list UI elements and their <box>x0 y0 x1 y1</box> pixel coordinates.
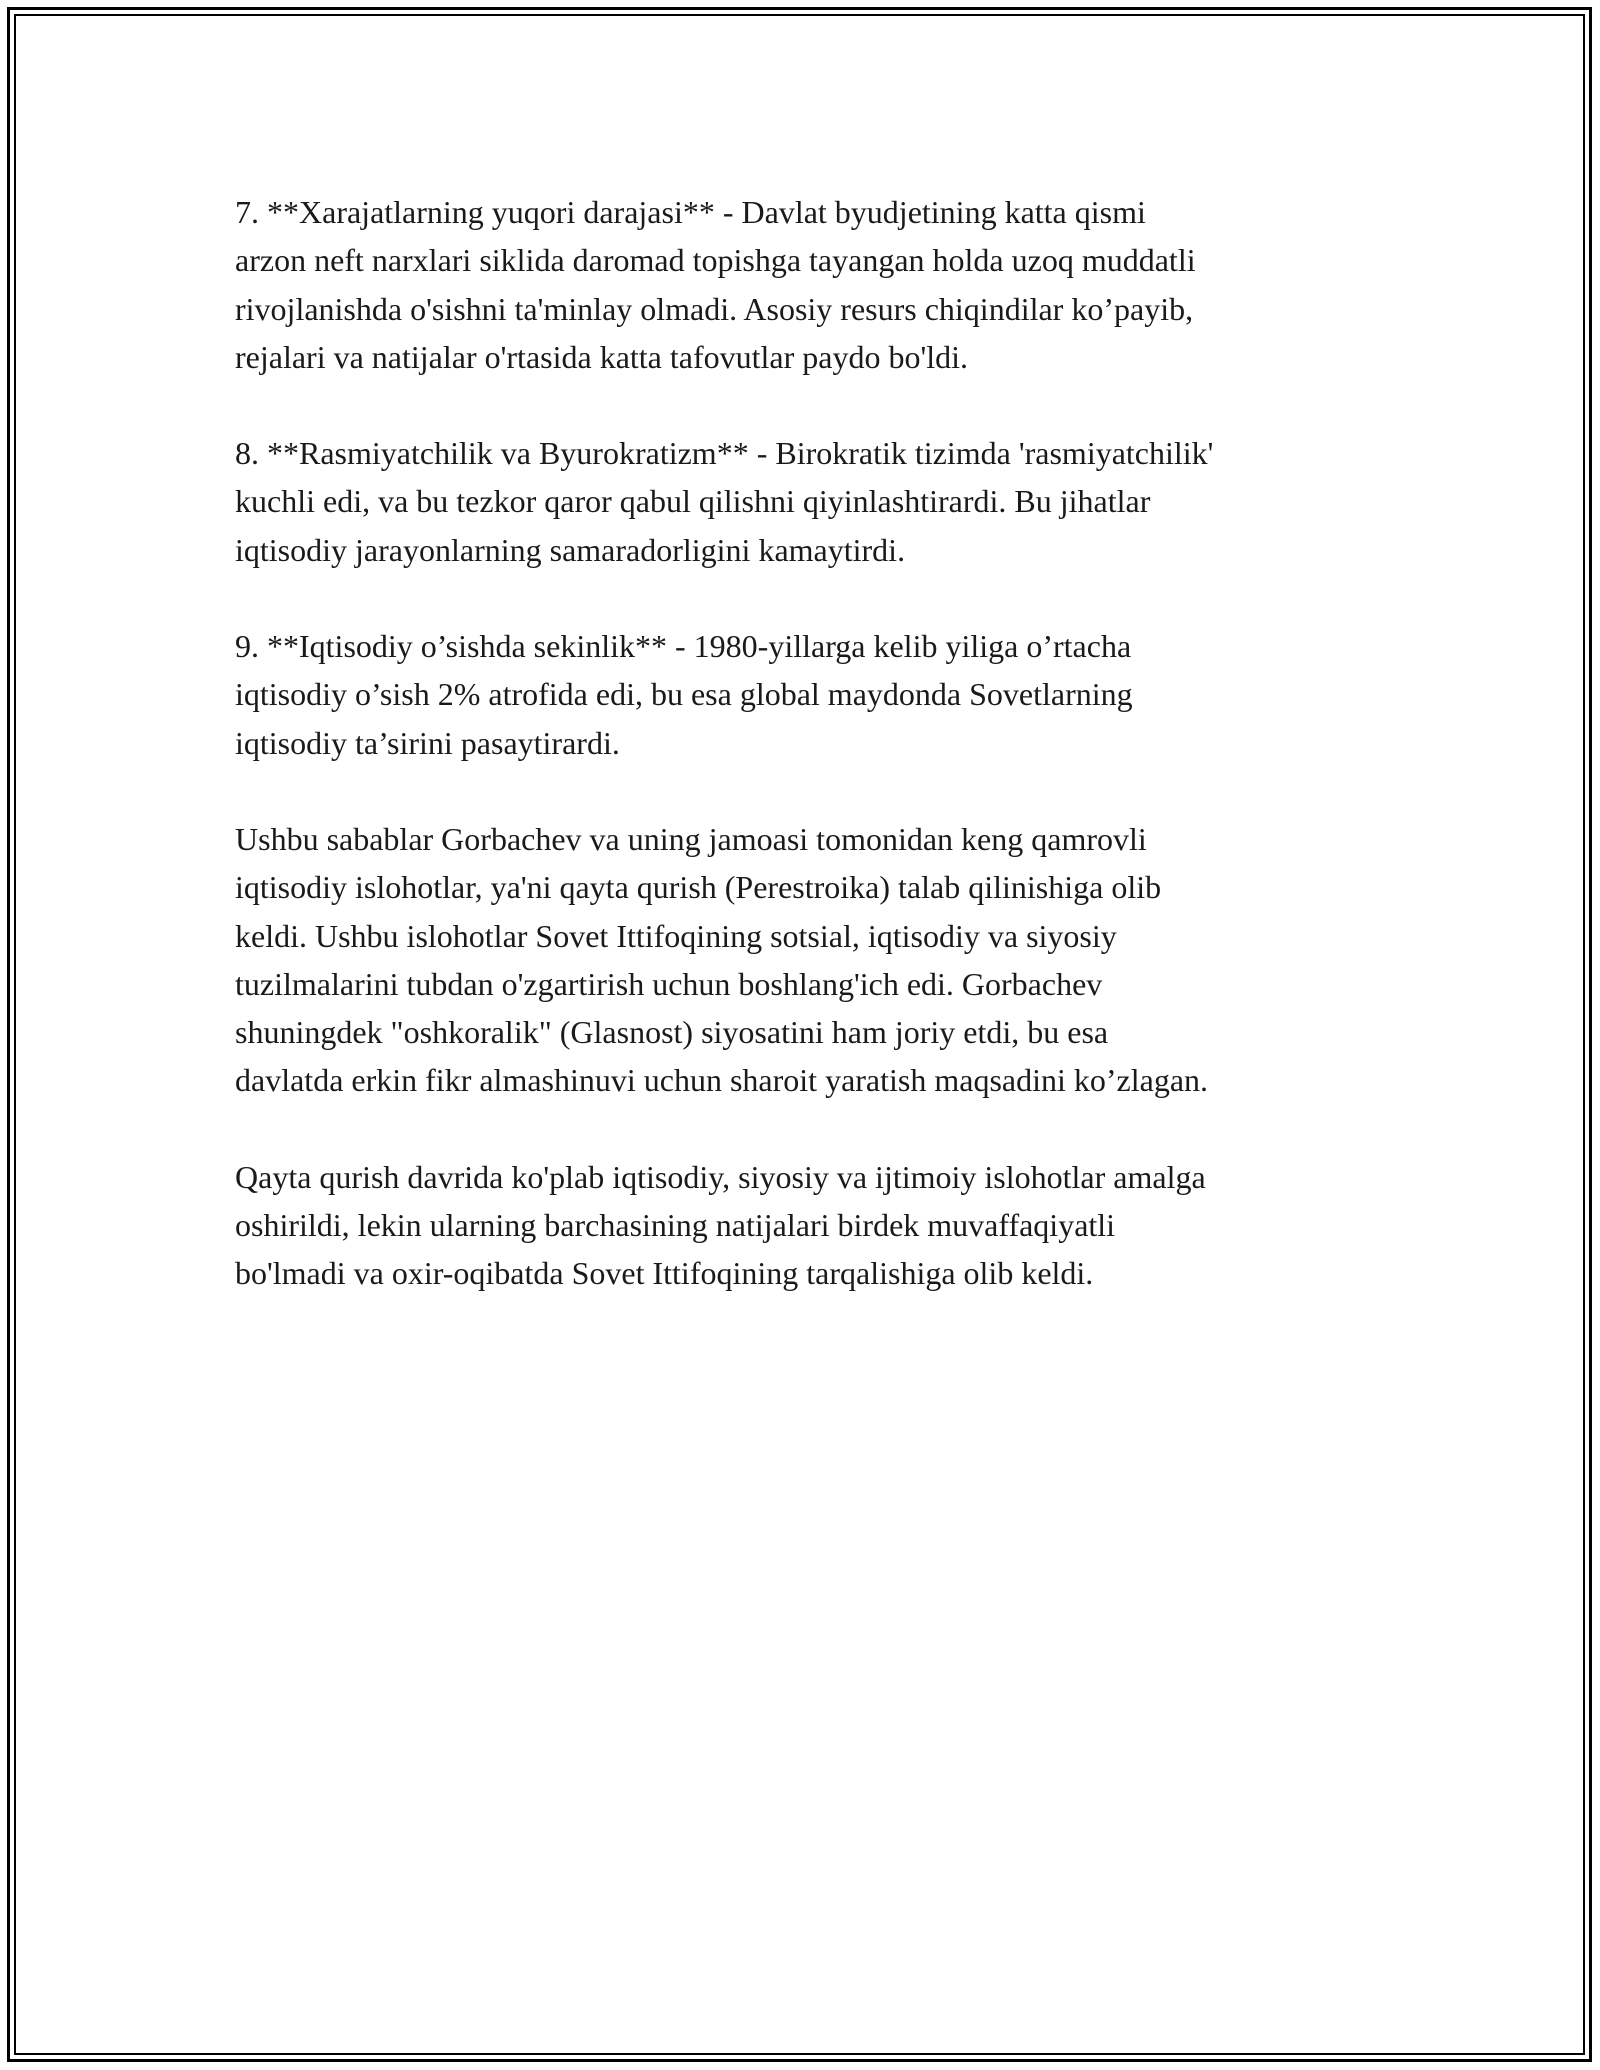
text-line: 7. **Xarajatlarning yuqori darajasi** - Davlat byudjetining katta qismi <box>235 194 1146 230</box>
text-line: iqtisodiy ta’sirini pasaytirardi. <box>235 724 620 761</box>
text-line: davlatda erkin fikr almashinuvi uchun sharoit yaratish maqsadini ko’zlagan. <box>235 1062 1209 1099</box>
text-line: kuchli edi, va bu tezkor qaror qabul qilishni qiyinlashtirardi. Bu jihatlar <box>235 483 1151 520</box>
text-line: rejalari va natijalar o'rtasida katta tafovutlar paydo bo'ldi. <box>235 338 969 375</box>
text-line: arzon neft narxlari siklida daromad topishga tayangan holda uzoq muddatli <box>235 242 1196 279</box>
text-line: Ushbu sabablar Gorbachev va uning jamoasi tomonidan keng qamrovli <box>235 820 1147 857</box>
text-line: tuzilmalarini tubdan o'zgartirish uchun boshlang'ich edi. Gorbachev <box>235 965 1103 1002</box>
text-line: bo'lmadi va oxir-oqibatda Sovet Ittifoqining tarqalishiga olib keldi. <box>235 1255 1094 1292</box>
text-line: iqtisodiy islohotlar, ya'ni qayta qurish (Perestroika) talab qilinishiga olib <box>235 869 1162 906</box>
text-line: iqtisodiy jarayonlarning samaradorligini kamaytirdi. <box>235 531 906 568</box>
text-line: Qayta qurish davrida ko'plab iqtisodiy, siyosiy va ijtimoiy islohotlar amalga <box>235 1158 1206 1195</box>
paragraph-item-8 <box>235 429 1365 574</box>
text-line: oshirildi, lekin ularning barchasining natijalari birdek muvaffaqiyatli <box>235 1207 1116 1244</box>
document-body <box>235 188 1365 1346</box>
paragraph-item-9 <box>235 622 1365 767</box>
text-line: iqtisodiy o’sish 2% atrofida edi, bu esa global maydonda Sovetlarning <box>235 676 1133 713</box>
text-line: 8. **Rasmiyatchilik va Byurokratizm** - Birokratik tizimda 'rasmiyatchilik' <box>235 435 1214 472</box>
paragraph-reforms <box>235 815 1365 1105</box>
paragraph-conclusion <box>235 1153 1365 1298</box>
text-line: 9. **Iqtisodiy o’sishda sekinlik** - 1980-yillarga kelib yiliga o’rtacha <box>235 628 1132 665</box>
text-line: shuningdek "oshkoralik" (Glasnost) siyosatini ham joriy etdi, bu esa <box>235 1014 1109 1051</box>
text-line: rivojlanishda o'sishni ta'minlay olmadi. Asosiy resurs chiqindilar ko’payib, <box>235 290 1194 327</box>
paragraph-item-7 <box>235 188 1365 381</box>
text-line: keldi. Ushbu islohotlar Sovet Ittifoqining sotsial, iqtisodiy va siyosiy <box>235 917 1117 954</box>
